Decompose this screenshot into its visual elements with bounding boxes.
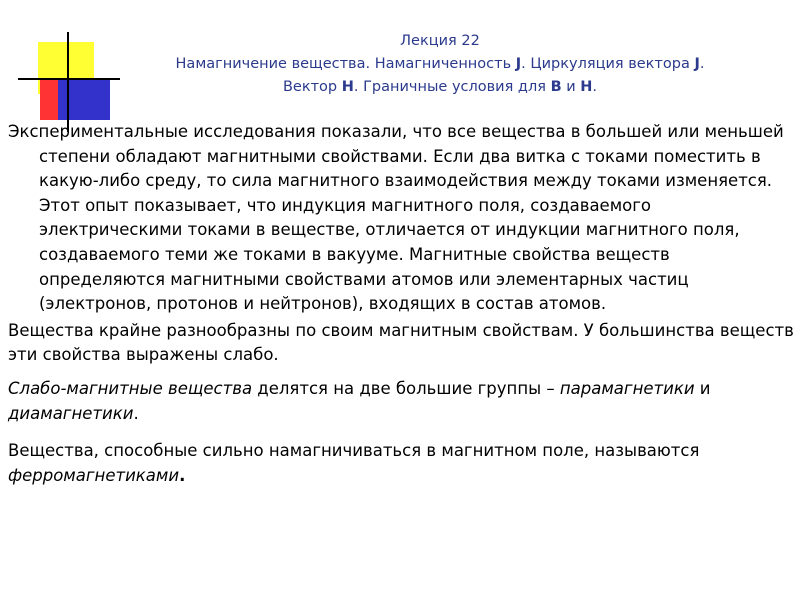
title-line-2: Намагничение вещества. Намагниченность J. Циркуляция вектора J. (175, 56, 705, 72)
paragraph-3: Слабо-магнитные вещества делятся на две большие группы – парамагнетики и диамагнетики. (8, 378, 711, 423)
slide-body (8, 120, 796, 488)
slide-title (110, 30, 770, 99)
paragraph-2: Вещества крайне разнообразны по своим магнитным свойствам. У большинства веществ эти свойства выражены слабо. (8, 320, 794, 365)
vertical-line (67, 32, 69, 132)
title-line-1: Лекция 22 (400, 33, 480, 49)
blue-square (58, 78, 110, 120)
paragraph-1: Экспериментальные исследования показали, что все вещества в большей или меньшей степени обладают магнитными свойствами. Если два витка с токами поместить в какую-либо среду, то сила магнитного взаимодействия между токами изменяется. Этот опыт показывает, что индукция магнитного поля, создаваемого электрическими токами в веществе, отличается от индукции магнитного поля, создаваемого теми же токами в вакууме. Магнитные свойства веществ определяются магнитными свойствами атомов или элементарных частиц (электронов, протонов и нейтронов), входящих в состав атомов. (8, 122, 784, 314)
paragraph-4: Вещества, способные сильно намагничиваться в магнитном поле, называются ферромагнетиками. (8, 441, 700, 485)
title-line-3: Вектор H. Граничные условия для B и H. (282, 79, 598, 95)
slide-decoration (0, 0, 120, 130)
horizontal-line (18, 78, 120, 80)
